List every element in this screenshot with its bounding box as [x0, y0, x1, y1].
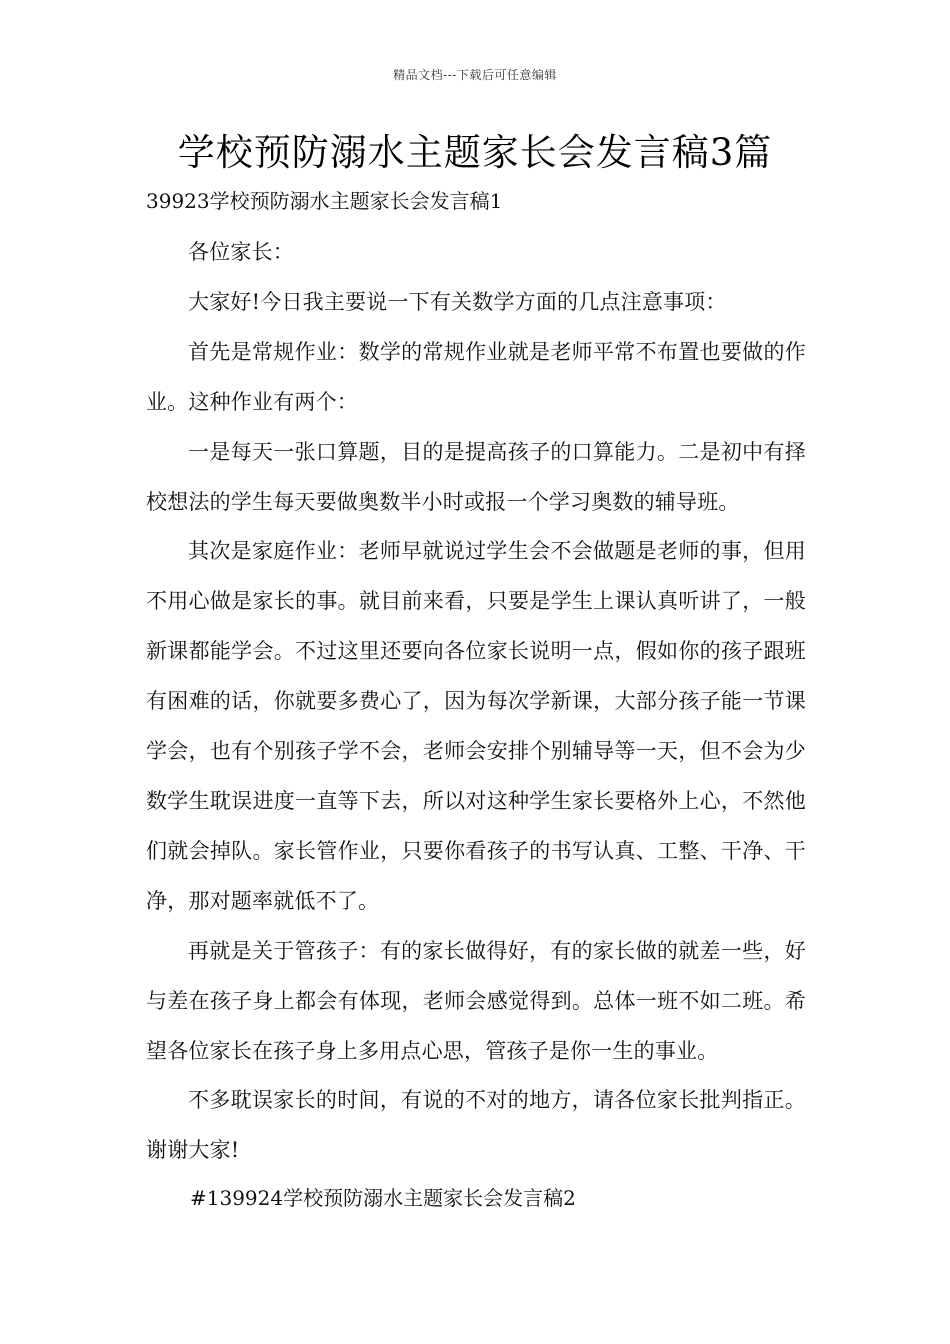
section-heading-2: #139924学校预防溺水主题家长会发言稿2 [190, 1186, 576, 1210]
section-heading-1: 39923学校预防溺水主题家长会发言稿1 [146, 189, 503, 213]
paragraph-closing: 不多耽误家长的时间，有说的不对的地方，请各位家长批判指正。谢谢大家! [146, 1088, 806, 1163]
paragraph-daily-practice: 一是每天一张口算题，目的是提高孩子的口算能力。二是初中有择校想法的学生每天要做奥数半小时或报一个学习奥数的辅导班。 [146, 439, 806, 514]
header-note: 精品文档---下载后可任意编辑 [393, 68, 557, 82]
paragraph-family-homework: 其次是家庭作业：老师早就说过学生会不会做题是老师的事，但用不用心做是家长的事。就目前来看，只要是学生上课认真听讲了，一般新课都能学会。不过这里还要向各位家长说明一点，假如你的孩子跟班有困难的话，你就要多费心了，因为每次学新课，大部分孩子能一节课学会，也有个别孩子学不会，老师会安排个别辅导等一天，但不会为少数学生耽误进度一直等下去，所以对这种学生家长要格外上心，不然他们就会掉队。家长管作业，只要你看孩子的书写认真、工整、干净、干净，那对题率就低不了。 [146, 539, 806, 913]
paragraph-routine-homework: 首先是常规作业：数学的常规作业就是老师平常不布置也要做的作业。这种作业有两个： [146, 339, 806, 414]
document-title: 学校预防溺水主题家长会发言稿3篇 [177, 131, 773, 174]
paragraph-managing-children: 再就是关于管孩子：有的家长做得好，有的家长做的就差一些，好与差在孩子身上都会有体现，老师会感觉得到。总体一班不如二班。希望各位家长在孩子身上多用点心思，管孩子是你一生的事业。 [146, 938, 806, 1063]
paragraph-greeting: 各位家长： [188, 240, 294, 264]
body-text [146, 228, 806, 1176]
paragraph-intro: 大家好!今日我主要说一下有关数学方面的几点注意事项： [188, 289, 727, 314]
